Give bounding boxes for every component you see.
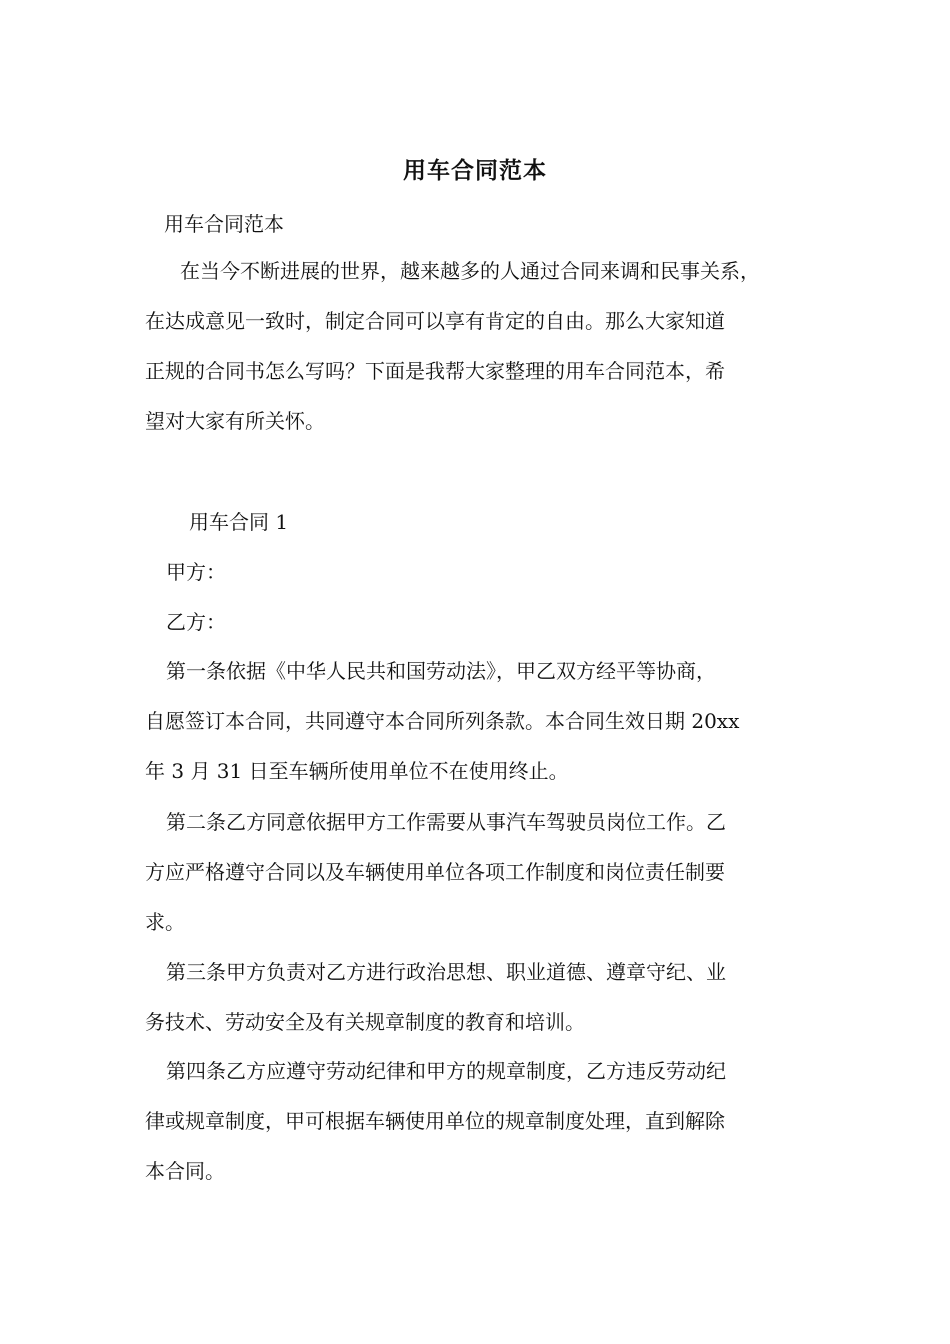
document-title: 用车合同范本: [403, 158, 547, 184]
article-line: 第四条乙方应遵守劳动纪律和甲方的规章制度，乙方违反劳动纪: [166, 1059, 726, 1083]
article-1: [145, 646, 825, 796]
article-line: 第三条甲方负责对乙方进行政治思想、职业道德、遵章守纪、业: [166, 960, 726, 984]
intro-line: 正规的合同书怎么写吗？下面是我帮大家整理的用车合同范本，希: [145, 359, 725, 383]
article-4: [145, 1046, 825, 1196]
article-2: [145, 797, 825, 947]
article-line: 第一条依据《中华人民共和国劳动法》，甲乙双方经平等协商，: [166, 659, 716, 683]
section-heading: 用车合同 1: [189, 510, 289, 534]
intro-line: 望对大家有所关怀。: [145, 409, 325, 433]
article-3: [145, 947, 825, 1047]
document-subtitle: 用车合同范本: [164, 212, 284, 236]
article-line: 务技术、劳动安全及有关规章制度的教育和培训。: [145, 1010, 585, 1034]
article-line: 律或规章制度，甲可根据车辆使用单位的规章制度处理，直到解除: [145, 1109, 725, 1133]
intro-line: 在达成意见一致时，制定合同可以享有肯定的自由。那么大家知道: [145, 309, 725, 333]
article-line: 方应严格遵守合同以及车辆使用单位各项工作制度和岗位责任制要: [145, 860, 725, 884]
intro-paragraph: [145, 246, 825, 446]
article-line: 第二条乙方同意依据甲方工作需要从事汽车驾驶员岗位工作。乙: [166, 810, 726, 834]
party-b-label: 乙方：: [166, 610, 226, 634]
article-line: 年 3 月 31 日至车辆所使用单位不在使用终止。: [145, 759, 569, 783]
intro-line: 在当今不断进展的世界，越来越多的人通过合同来调和民事关系，: [180, 259, 760, 283]
article-line: 本合同。: [145, 1159, 225, 1183]
party-a-label: 甲方：: [166, 560, 226, 584]
article-line: 求。: [145, 910, 185, 934]
article-line: 自愿签订本合同，共同遵守本合同所列条款。本合同生效日期 20xx: [145, 709, 740, 733]
